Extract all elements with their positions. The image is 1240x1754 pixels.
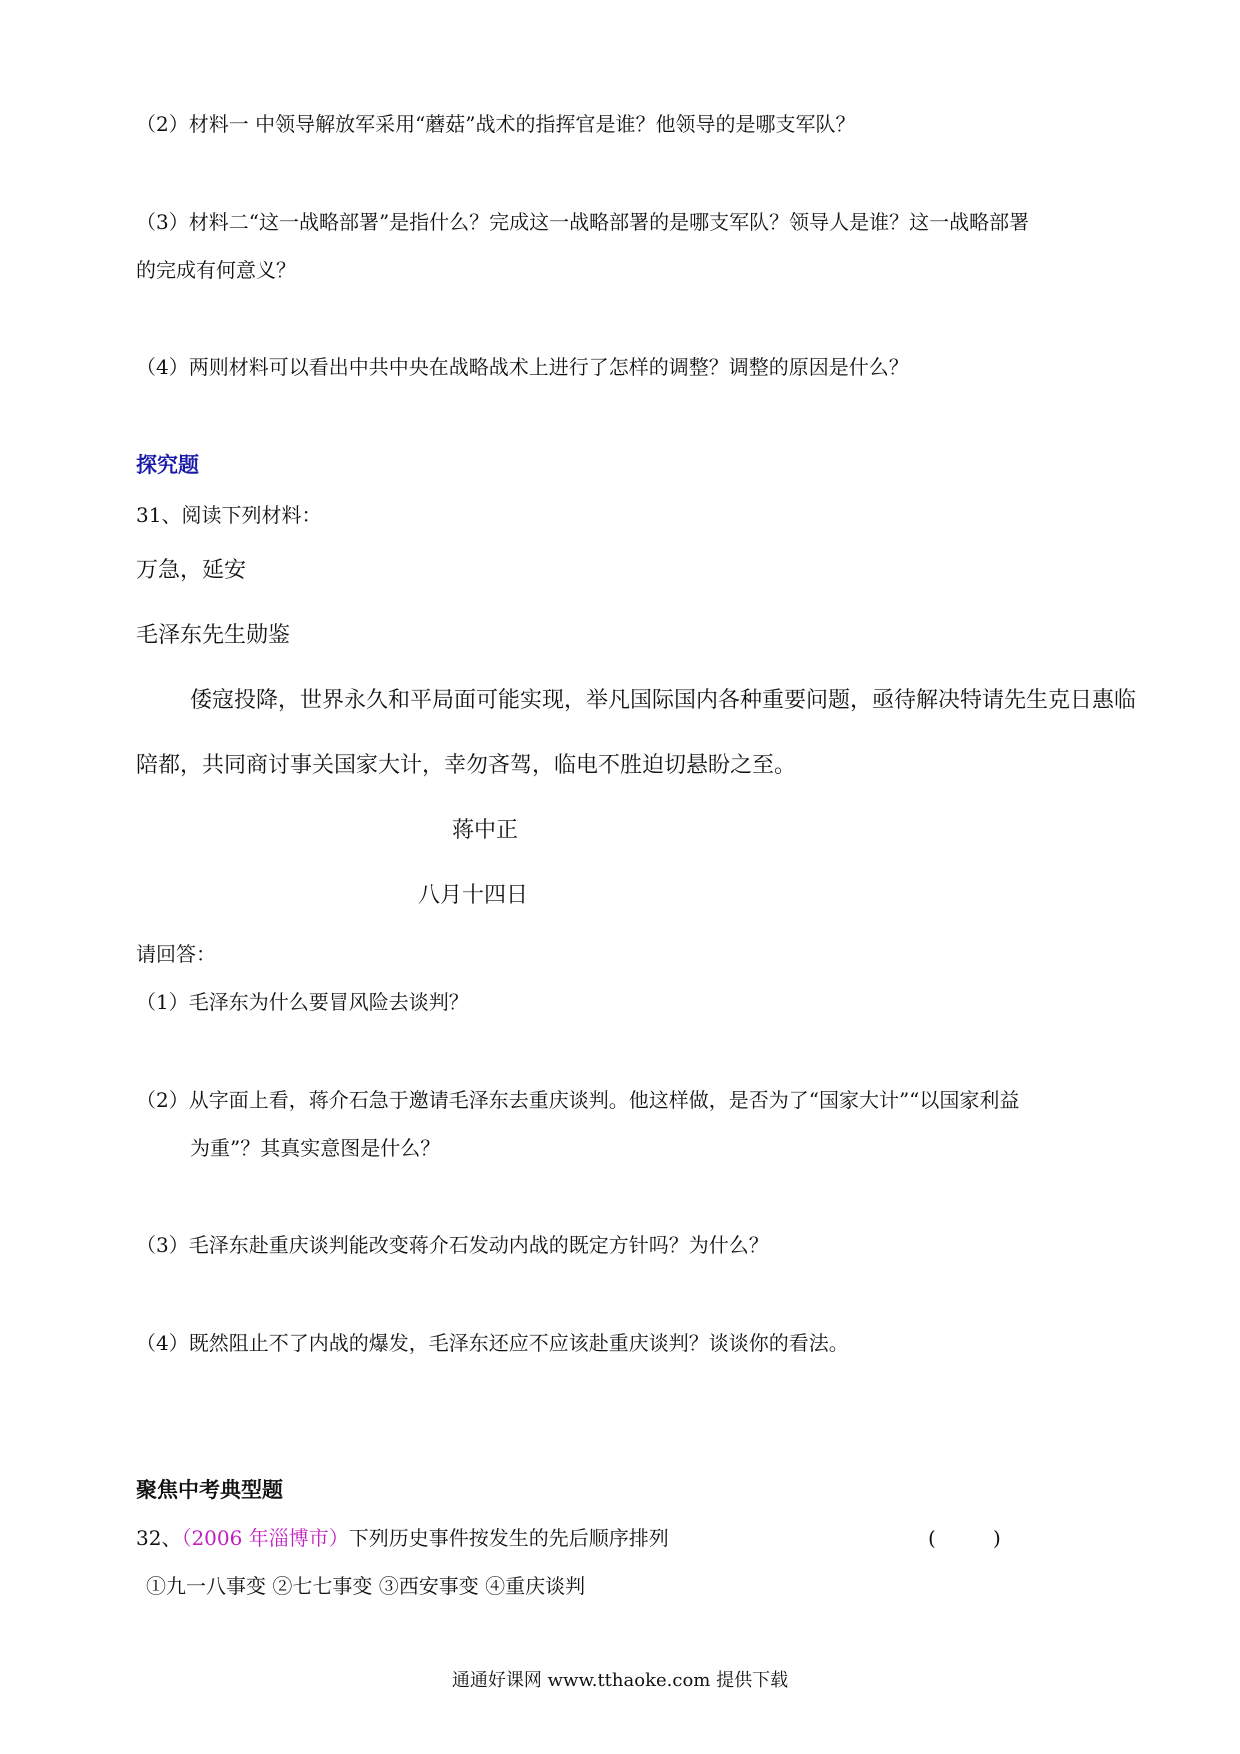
q31-part2-line1: （2）从字面上看，蒋介石急于邀请毛泽东去重庆谈判。他这样做，是否为了“国家大计”“以国家利益 <box>136 1088 1020 1112</box>
q31-ask: 请回答： <box>136 942 216 966</box>
section-heading-explore: 探究题 <box>136 453 199 477</box>
q31-intro: 31、阅读下列材料： <box>136 503 322 527</box>
q32-source: （2006 年淄博市） <box>181 1526 349 1550</box>
q30-part2: （2）材料一 中领导解放军采用“蘑菇”战术的指挥官是谁？他领导的是哪支军队？ <box>136 112 856 136</box>
q32-number: 32、 <box>136 1526 182 1550</box>
telegram-salutation: 毛泽东先生勋鉴 <box>136 623 291 648</box>
q30-part3-line2: 的完成有何意义？ <box>136 258 296 282</box>
page-footer: 通通好课网 www.tthaoke.com 提供下载 <box>451 1670 789 1691</box>
q31-part1: （1）毛泽东为什么要冒风险去谈判？ <box>136 990 469 1014</box>
section-heading-focus: 聚焦中考典型题 <box>136 1478 283 1502</box>
q30-part4: （4）两则材料可以看出中共中央在战略战术上进行了怎样的调整？调整的原因是什么？ <box>136 355 909 379</box>
q32-stem <box>136 1524 669 1552</box>
telegram-body-line2: 陪都，共同商讨事关国家大计，幸勿吝驾，临电不胜迫切悬盼之至。 <box>136 753 797 778</box>
q31-part4: （4）既然阻止不了内战的爆发，毛泽东还应不应该赴重庆谈判？谈谈你的看法。 <box>136 1331 849 1355</box>
q31-part2-line2: 为重”？其真实意图是什么？ <box>190 1136 441 1160</box>
q30-part3-line1: （3）材料二“这一战略部署”是指什么？完成这一战略部署的是哪支军队？领导人是谁？这一战略部署 <box>136 210 1030 234</box>
q32-options: ①九一八事变 ②七七事变 ③西安事变 ④重庆谈判 <box>146 1574 586 1598</box>
q32-question: 下列历史事件按发生的先后顺序排列 <box>348 1526 669 1550</box>
telegram-header: 万急，延安 <box>136 558 247 583</box>
q31-part3: （3）毛泽东赴重庆谈判能改变蒋介石发动内战的既定方针吗？为什么？ <box>136 1233 769 1257</box>
telegram-body-line1: 倭寇投降，世界永久和平局面可能实现，举凡国际国内各种重要问题，亟待解决特请先生克日惠临 <box>190 688 1137 713</box>
telegram-signature: 蒋中正 <box>452 818 519 843</box>
telegram-date: 八月十四日 <box>418 883 529 908</box>
q32-answer-blank: ( ) <box>928 1526 1001 1550</box>
